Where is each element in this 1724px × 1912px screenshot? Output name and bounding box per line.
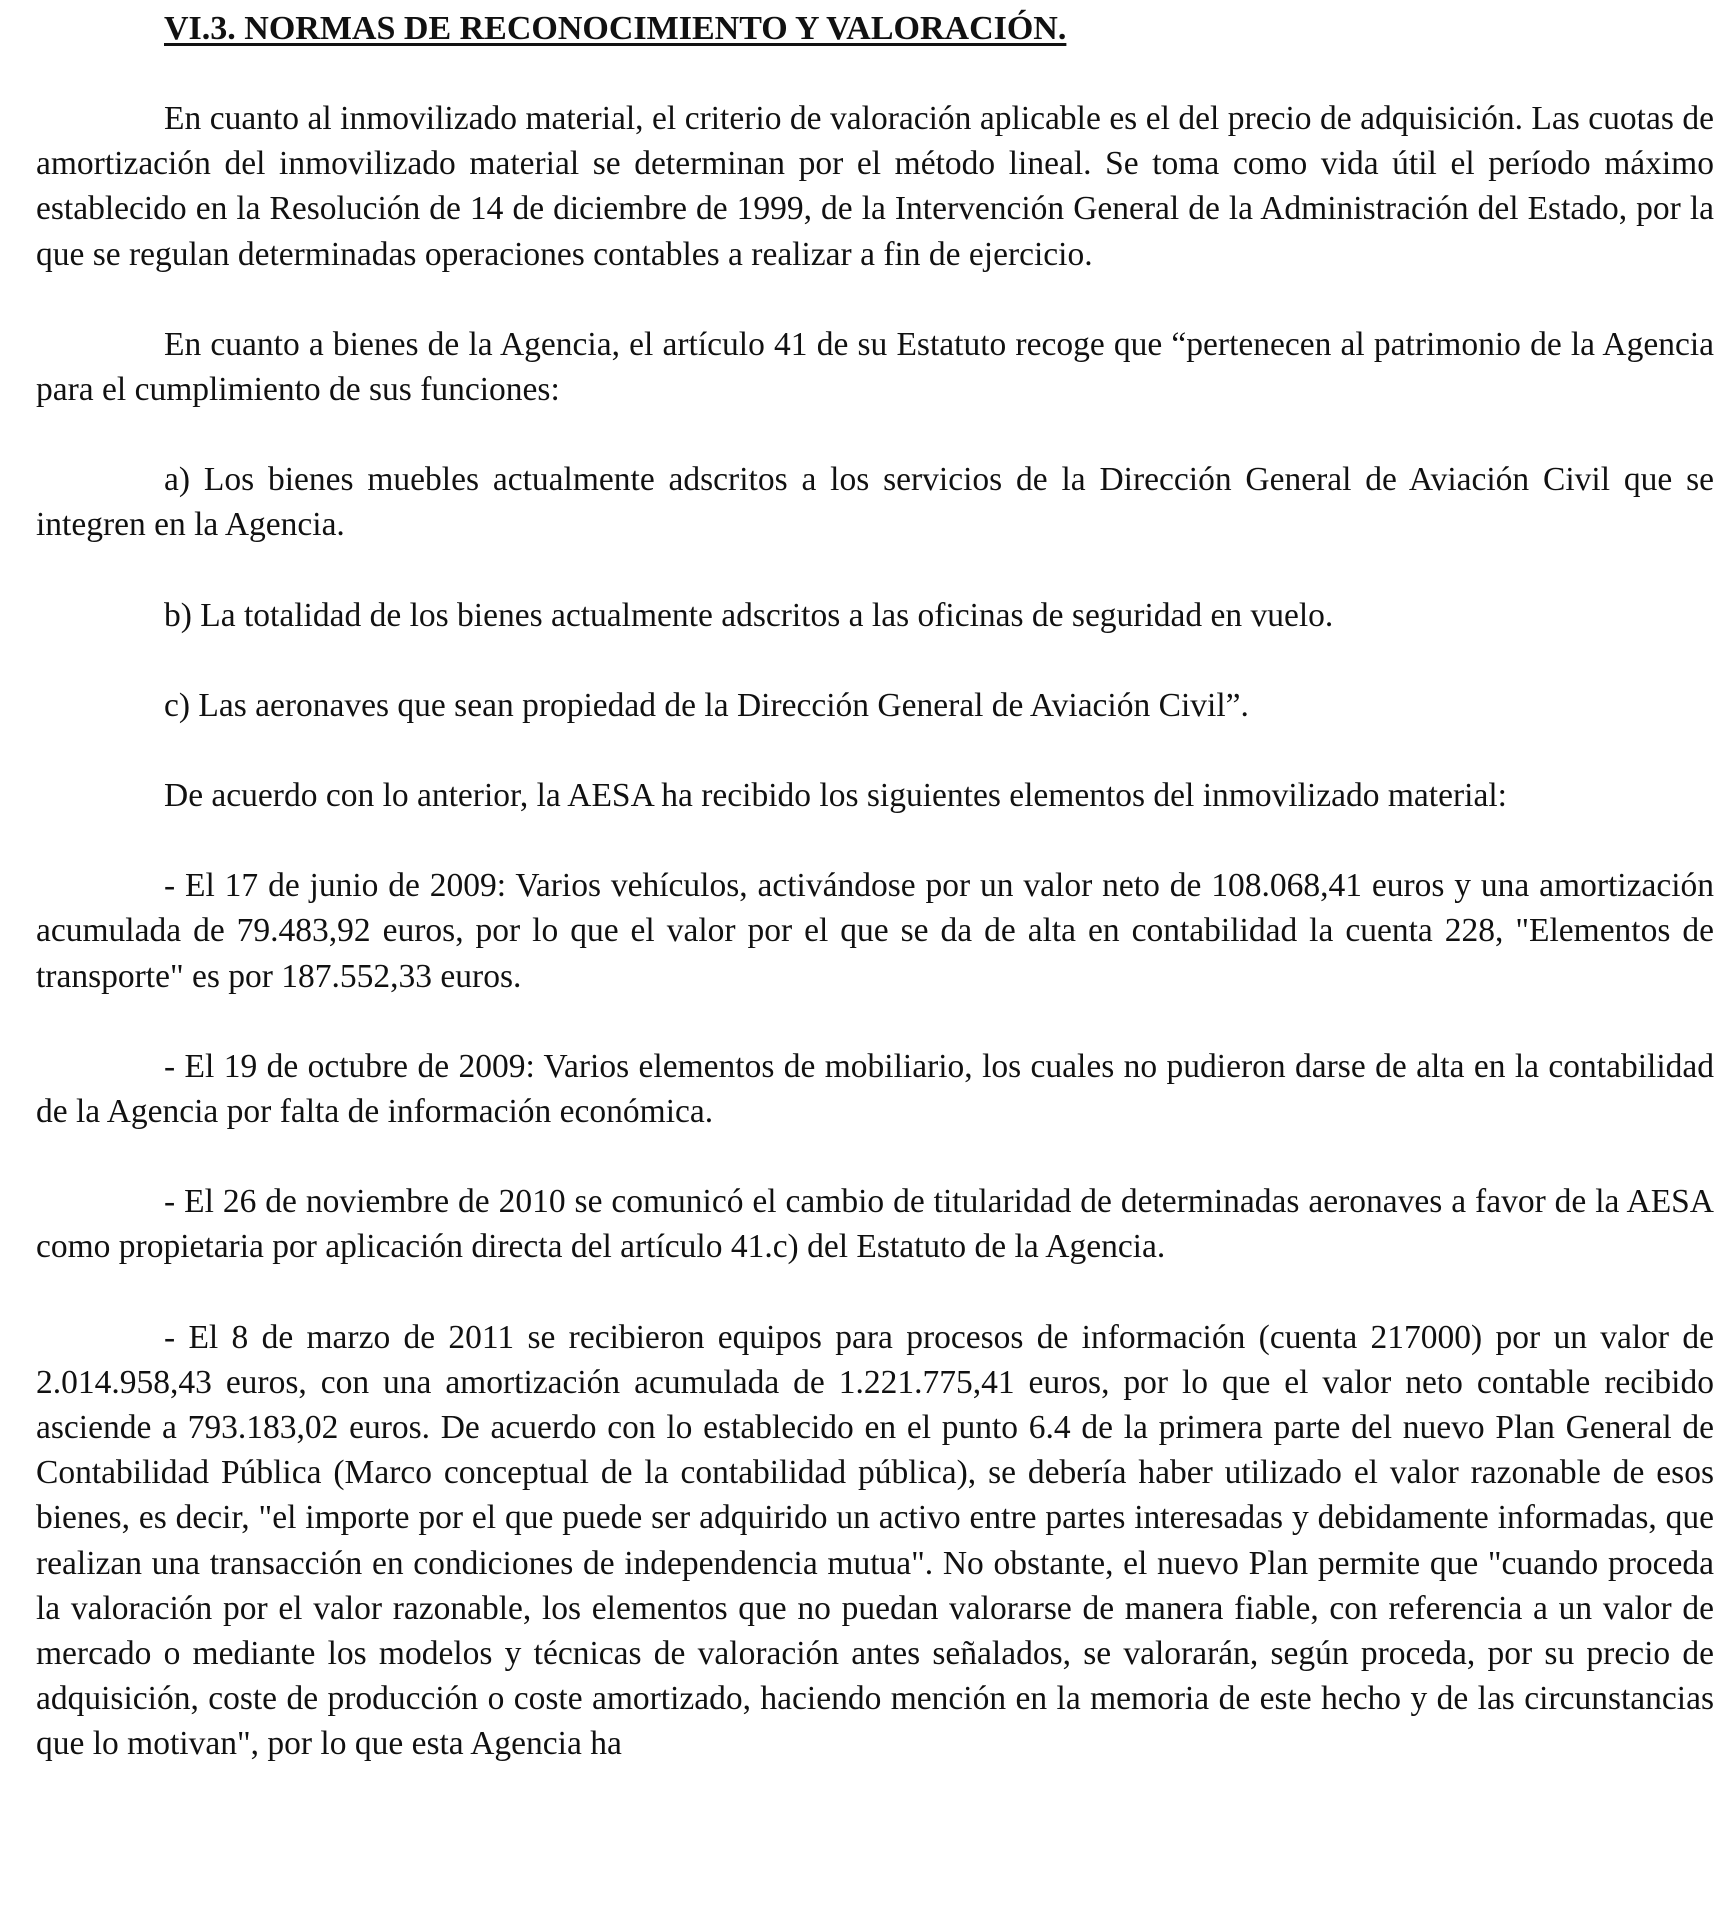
spacer [36, 412, 1714, 457]
spacer [36, 728, 1714, 773]
entry-noviembre-2010: - El 26 de noviembre de 2010 se comunicó el cambio de titularidad de determinadas aeronaves a favor de la AESA como propietaria por aplicación directa del artículo 41.c) del Estatuto de la Agencia. [36, 1183, 1714, 1266]
spacer [36, 638, 1714, 683]
entry-octubre-2009: - El 19 de octubre de 2009: Varios elementos de mobiliario, los cuales no pudieron darse de alta en la contabilidad de la Agencia por falta de información económica. [36, 1047, 1714, 1131]
section-heading: VI.3. NORMAS DE RECONOCIMIENTO Y VALORACIÓN. [164, 10, 1067, 47]
spacer [36, 1134, 1714, 1179]
list-item-a: a) Los bienes muebles actualmente adscritos a los servicios de la Dirección General de Aviación Civil que se integren en la Agencia. [36, 461, 1714, 544]
spacer [36, 818, 1714, 863]
paragraph-inmovilizado-criterio: En cuanto al inmovilizado material, el criterio de valoración aplicable es el del precio de adquisición. Las cuotas de amortización del inmovilizado material se determinan por el método lineal. Se toma como vida útil el período máximo establecido en la Resolución de 14 de diciembre de 1999, de la Intervención General de la Administración del Estado, por la que se regulan determinadas operaciones contables a realizar a fin de ejercicio. [36, 100, 1714, 273]
spacer [36, 999, 1714, 1044]
spacer [36, 277, 1714, 322]
entry-marzo-2011: - El 8 de marzo de 2011 se recibieron equipos para procesos de información (cuenta 217000) por un valor de 2.014.958,43 euros, con una amortización acumulada de 1.221.775,41 euros, por lo que el valor neto contable recibido asciende a 793.183,02 euros. De acuerdo con lo establecido en el punto 6.4 de la primera parte del nuevo Plan General de Contabilidad Pública (Marco conceptual de la contabilidad pública), se debería haber utilizado el valor razonable de esos bienes, es decir, "el importe por el que puede ser adquirido un activo entre partes interesadas y debidamente informadas, que realizan una transacción en condiciones de independencia mutua". No obstante, el nuevo Plan permite que "cuando proceda la valoración por el valor razonable, los elementos que no puedan valorarse de manera fiable, con referencia a un valor de mercado o mediante los modelos y técnicas de valoración antes señalados, se valorarán, según proceda, por su precio de adquisición, coste de producción o coste amortizado, haciendo mención en la memoria de este hecho y de las circunstancias que lo motivan", por lo que esta Agencia ha [36, 1318, 1714, 1763]
spacer [36, 1270, 1714, 1315]
list-item-b: b) La totalidad de los bienes actualmente adscritos a las oficinas de seguridad en vuelo. [164, 596, 1334, 634]
list-item-c: c) Las aeronaves que sean propiedad de la Dirección General de Aviación Civil”. [164, 686, 1249, 724]
paragraph-bienes-agencia: En cuanto a bienes de la Agencia, el artículo 41 de su Estatuto recoge que “pertenecen al patrimonio de la Agencia para el cumplimiento de sus funciones: [36, 325, 1714, 409]
entry-junio-2009: - El 17 de junio de 2009: Varios vehículos, activándose por un valor neto de 108.068,41 euros y una amortización acumulada de 79.483,92 euros, por lo que el valor por el que se da de alta en contabilidad la cuenta 228, "Elementos de transporte" es por 187.552,33 euros. [36, 867, 1714, 995]
paragraph-elementos-recibidos: De acuerdo con lo anterior, la AESA ha recibido los siguientes elementos del inmovilizado material: [164, 777, 1507, 815]
spacer [36, 52, 1714, 96]
spacer [36, 548, 1714, 593]
